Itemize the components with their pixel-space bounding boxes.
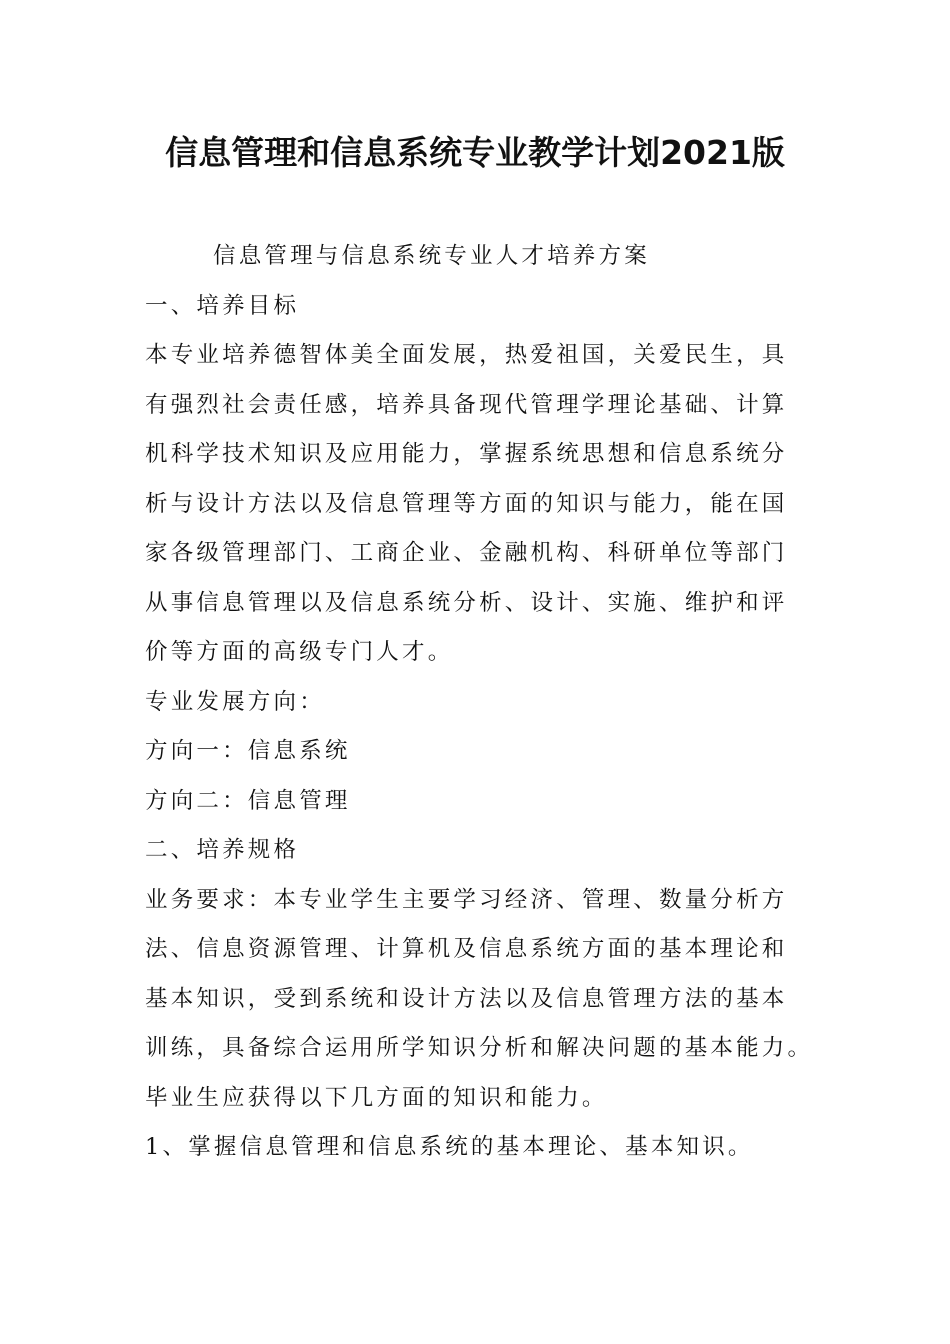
section-heading-goals: 一、培养目标 <box>145 292 300 319</box>
paragraph-line: 训练，具备综合运用所学知识分析和解决问题的基本能力。 <box>145 1035 814 1061</box>
list-item: 1、掌握信息管理和信息系统的基本理论、基本知识。 <box>145 1134 754 1160</box>
paragraph-line: 有强烈社会责任感，培养具备现代管理学理论基础、计算 <box>145 391 788 418</box>
paragraph-line: 法、信息资源管理、计算机及信息系统方面的基本理论和 <box>145 936 788 962</box>
paragraph-line: 业务要求：本专业学生主要学习经济、管理、数量分析方 <box>145 886 788 913</box>
document-subtitle: 信息管理与信息系统专业人才培养方案 <box>213 243 650 269</box>
paragraph-line: 析与设计方法以及信息管理等方面的知识与能力，能在国 <box>145 490 788 517</box>
paragraph-line: 价等方面的高级专门人才。 <box>145 639 454 665</box>
paragraph-line: 本专业培养德智体美全面发展，热爱祖国，关爱民生，具 <box>145 342 788 368</box>
paragraph-line: 毕业生应获得以下几方面的知识和能力。 <box>145 1084 608 1111</box>
paragraph-line: 机科学技术知识及应用能力，掌握系统思想和信息系统分 <box>145 441 788 467</box>
direction-heading: 专业发展方向： <box>145 688 325 715</box>
document-body <box>145 232 814 1173</box>
document-title: 信息管理和信息系统专业教学计划2021版 <box>165 133 785 172</box>
paragraph-line: 家各级管理部门、工商企业、金融机构、科研单位等部门 <box>145 540 788 566</box>
section-heading-specs: 二、培养规格 <box>145 837 300 863</box>
paragraph-line: 从事信息管理以及信息系统分析、设计、实施、维护和评 <box>145 589 788 616</box>
direction-item: 方向一：信息系统 <box>145 738 351 764</box>
direction-item: 方向二：信息管理 <box>145 787 351 814</box>
paragraph-line: 基本知识，受到系统和设计方法以及信息管理方法的基本 <box>145 985 788 1012</box>
